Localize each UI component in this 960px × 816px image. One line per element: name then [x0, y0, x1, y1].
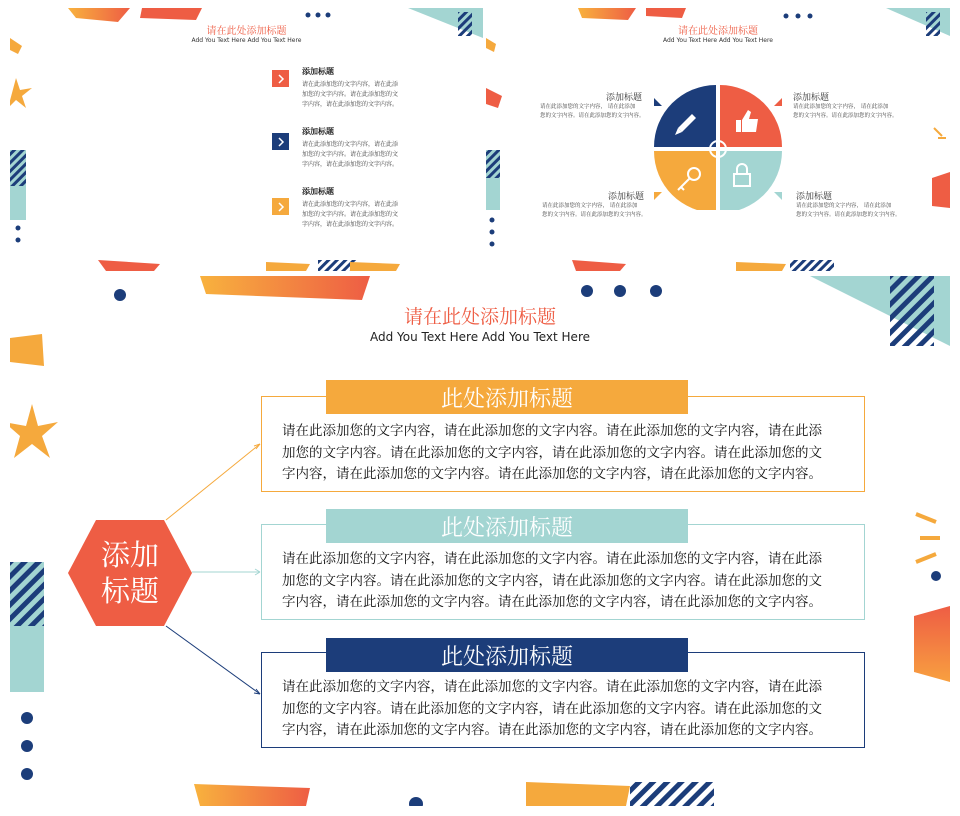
quadrant-heading: 添加标题 — [796, 192, 833, 202]
page-subtitle: Add You Text Here Add You Text Here — [370, 330, 590, 344]
quadrant-heading: 添加标题 — [608, 192, 645, 202]
quadrant-heading: 添加标题 — [793, 93, 830, 103]
chevron-right-icon — [272, 198, 289, 215]
content-box-label: 此处添加标题 — [326, 509, 688, 543]
chevron-right-icon — [272, 70, 289, 87]
list-item-body: 请在此添加您的文字内容，请在此添 加您的文字内容。请在此添加您的文 字内容，请在此添加您的文字内容。 — [302, 141, 399, 168]
quadrant-body: 请在此添加您的文字内容， 请在此添加 您的文字内容。请在此添加您的文字内容。 — [540, 104, 645, 119]
quadrant-heading: 添加标题 — [606, 93, 643, 103]
hexagon-label: 添加 标题 — [100, 538, 159, 608]
content-box-label: 此处添加标题 — [326, 380, 688, 414]
slide-b-subtitle: Add You Text Here Add You Text Here — [663, 37, 773, 44]
slide-a-title: 请在此处添加标题 — [206, 26, 287, 37]
slide-main[interactable] — [10, 276, 950, 806]
content-box-label: 此处添加标题 — [326, 638, 688, 672]
quadrant-diagram — [648, 84, 788, 210]
list-item-body: 请在此添加您的文字内容，请在此添 加您的文字内容。请在此添加您的文 字内容，请在此添加您的文字内容。 — [302, 201, 399, 228]
list-item-heading: 添加标题 — [302, 187, 334, 196]
quadrant-bottom-left — [654, 151, 716, 210]
quadrant-top-left — [654, 85, 716, 147]
slide-preview-list[interactable] — [10, 8, 483, 271]
page-title: 请在此处添加标题 — [403, 306, 556, 328]
slide-b-title: 请在此处添加标题 — [678, 26, 758, 37]
content-box-text: 请在此添加您的文字内容，请在此添加您的文字内容。请在此添加您的文字内容，请在此添 加您的文字内容。请在此添加您的文字内容，请在此添加您的文字内容。请在此添加您的文 字内容，请在此添加您的文字内容。请在此添加您的文字内容，请在此添加您的文字内容。 — [282, 679, 822, 738]
list-item-heading: 添加标题 — [302, 67, 334, 76]
list-item-heading: 添加标题 — [302, 127, 334, 136]
chevron-right-icon — [272, 133, 289, 150]
content-box-text: 请在此添加您的文字内容，请在此添加您的文字内容。请在此添加您的文字内容，请在此添 加您的文字内容。请在此添加您的文字内容，请在此添加您的文字内容。请在此添加您的文 字内容，请在此添加您的文字内容。请在此添加您的文字内容，请在此添加您的文字内容。 — [282, 551, 822, 610]
slide-a-subtitle: Add You Text Here Add You Text Here — [191, 37, 302, 44]
list-item-body: 请在此添加您的文字内容，请在此添 加您的文字内容。请在此添加您的文 字内容，请在此添加您的文字内容。 — [302, 81, 399, 108]
quadrant-body: 请在此添加您的文字内容， 请在此添加 您的文字内容。请在此添加您的文字内容。 — [542, 203, 647, 218]
quadrant-top-right — [720, 85, 782, 147]
content-box-text: 请在此添加您的文字内容，请在此添加您的文字内容。请在此添加您的文字内容，请在此添 加您的文字内容。请在此添加您的文字内容，请在此添加您的文字内容。请在此添加您的文 字内容，请在此添加您的文字内容。请在此添加您的文字内容，请在此添加您的文字内容。 — [282, 423, 822, 482]
list-item — [272, 133, 289, 150]
slide-preview-quadrant[interactable] — [486, 8, 950, 271]
list-item — [272, 198, 289, 215]
quadrant-body: 请在此添加您的文字内容， 请在此添加 您的文字内容。请在此添加您的文字内容。 — [796, 203, 901, 218]
list-item — [272, 70, 289, 87]
quadrant-body: 请在此添加您的文字内容， 请在此添加 您的文字内容。请在此添加您的文字内容。 — [793, 104, 898, 119]
